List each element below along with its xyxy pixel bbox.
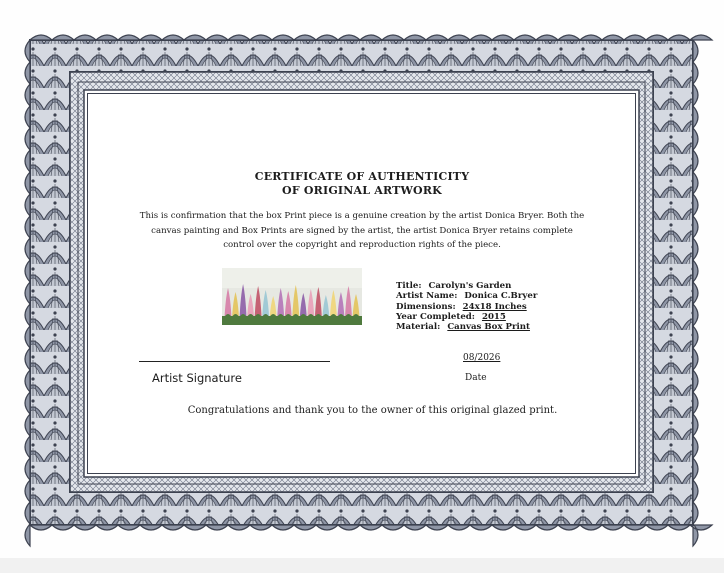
- body-text-line3: control over the copyright and reproduction rights of the piece.: [223, 240, 501, 250]
- detail-title: [396, 281, 511, 291]
- body-text-line1: This is confirmation that the box Print piece is a genuine creation by the artist Donica Bryer. Both the: [139, 211, 585, 221]
- detail-material: [396, 322, 530, 332]
- detail-year-label: Year Completed:: [396, 312, 475, 322]
- detail-dimensions-value: 24x18 Inches: [462, 302, 527, 312]
- detail-dimensions: [396, 302, 527, 312]
- detail-dimensions-label: Dimensions:: [396, 302, 456, 312]
- detail-artist: [396, 291, 537, 301]
- detail-artist-label: Artist Name:: [396, 291, 458, 301]
- certificate-title-line1: CERTIFICATE OF AUTHENTICITY: [254, 170, 470, 183]
- date-label: Date: [465, 373, 487, 383]
- closing-message: Congratulations and thank you to the owner of this original glazed print.: [187, 405, 558, 416]
- body-text-line2: canvas painting and Box Prints are signed by the artist, the artist Donica Bryer retains complete: [151, 226, 573, 236]
- detail-title-value: Carolyn's Garden: [428, 281, 512, 291]
- detail-title-label: Title:: [396, 281, 422, 291]
- detail-material-value: Canvas Box Print: [447, 322, 530, 332]
- detail-year: [396, 312, 506, 322]
- certificate-title-line2: OF ORIGINAL ARTWORK: [282, 184, 442, 197]
- signature-line: [139, 361, 330, 362]
- date-value: 08/2026: [463, 353, 501, 363]
- detail-year-value: 2015: [481, 312, 506, 322]
- signature-label: Artist Signature: [152, 371, 242, 385]
- detail-material-label: Material:: [396, 322, 441, 332]
- artwork-thumbnail: [222, 268, 362, 325]
- detail-artist-value: Donica C.Bryer: [464, 291, 538, 301]
